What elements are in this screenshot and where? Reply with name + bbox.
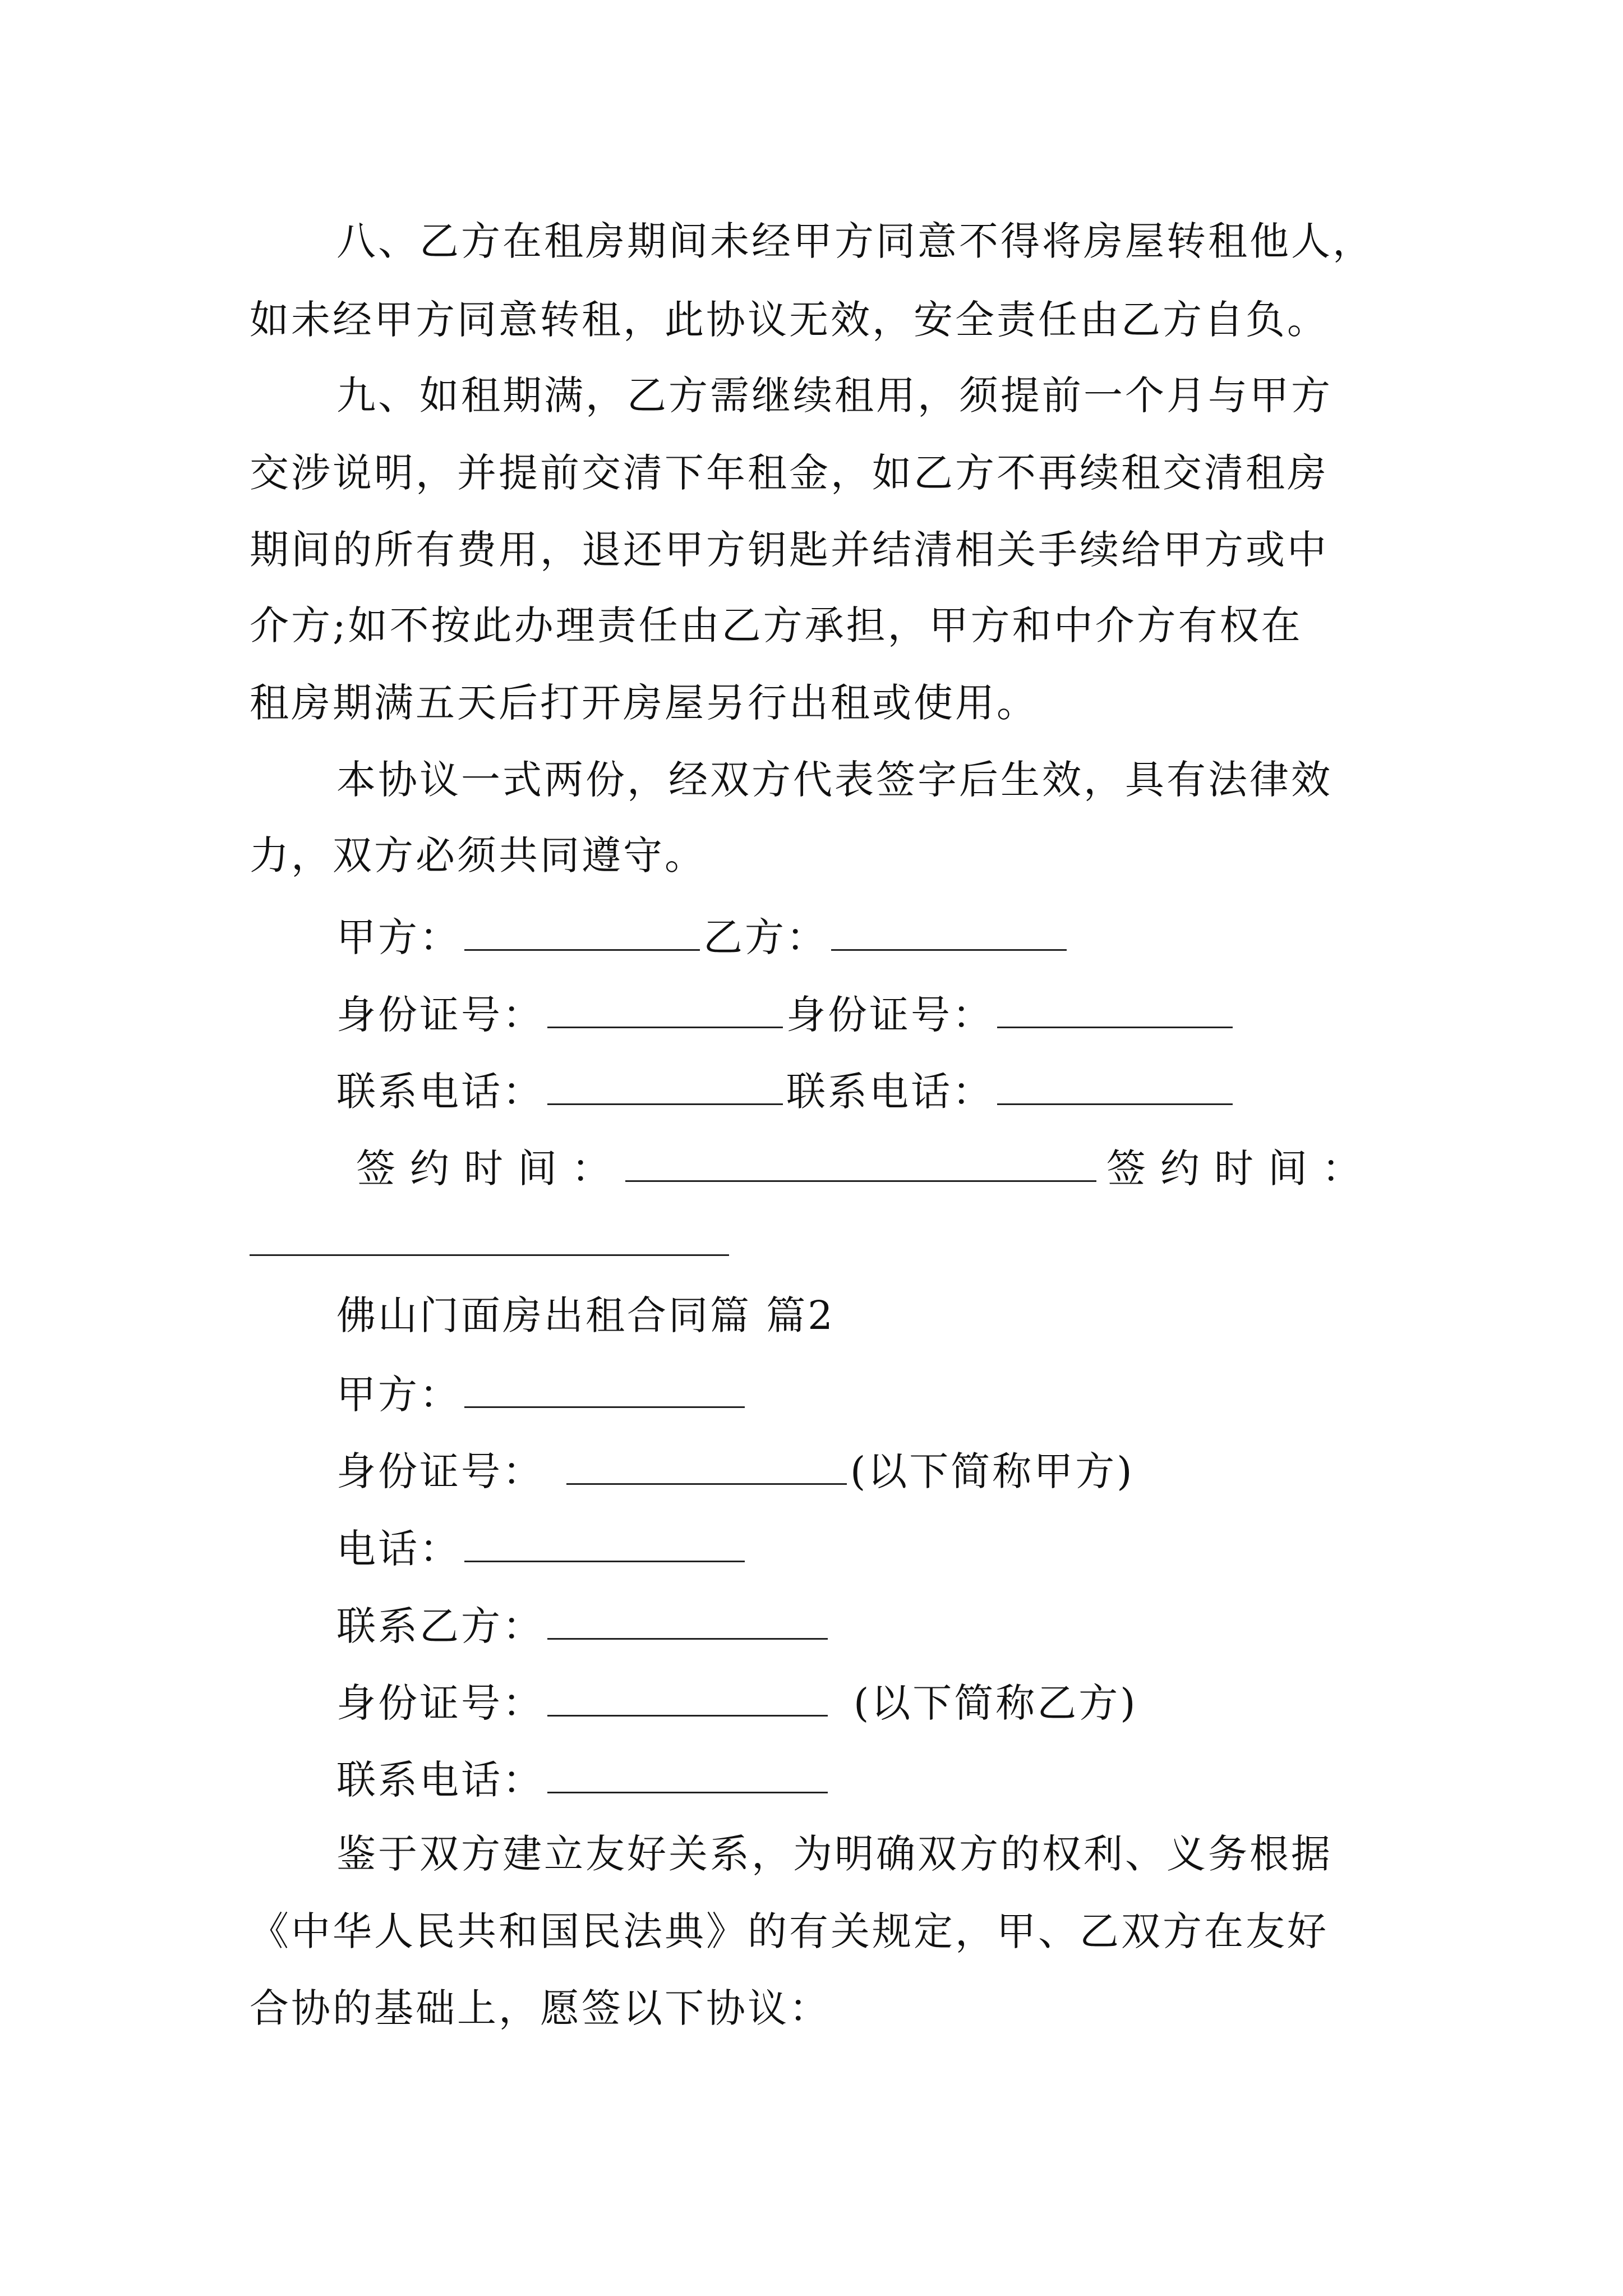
form-id-b-row <box>336 1680 1138 1726</box>
time-a-blank[interactable] <box>625 1145 1096 1182</box>
party-b-label: 乙方： <box>703 914 828 960</box>
signature-party-row <box>336 914 1070 960</box>
clause-9-line-2: 交涉说明，并提前交清下年租金，如乙方不再续租交清租房 <box>250 450 1329 496</box>
phone-a-label: 联系电话： <box>336 1069 544 1115</box>
id-a-blank[interactable] <box>547 992 783 1028</box>
form-party-b-row <box>336 1603 831 1649</box>
form-id-a-label: 身份证号： <box>336 1448 544 1494</box>
clause-9-line-5: 租房期满五天后打开房屋另行出租或使用。 <box>250 680 1038 726</box>
closing-line-1: 本协议一式两份，经双方代表签字后生效，具有法律效 <box>336 757 1332 803</box>
form-party-b-label: 联系乙方： <box>336 1603 544 1649</box>
form-id-a-blank[interactable] <box>566 1448 847 1485</box>
signature-time-row <box>356 1145 1376 1191</box>
clause-9-line-1: 九、如租期满，乙方需继续租用，须提前一个月与甲方 <box>336 372 1332 418</box>
form-phone-b-label: 联系电话： <box>336 1757 544 1803</box>
phone-b-label: 联系电话： <box>786 1069 994 1115</box>
form-id-b-note: (以下简称乙方) <box>854 1680 1138 1726</box>
form-phone-a-row <box>336 1526 748 1572</box>
time-a-label: 签约时间： <box>356 1145 625 1191</box>
form-phone-b-blank[interactable] <box>547 1757 828 1793</box>
form-id-a-row <box>336 1448 1135 1494</box>
form-id-b-label: 身份证号： <box>336 1680 544 1726</box>
clause-9-line-4: 介方;如不按此办理责任由乙方承担，甲方和中介方有权在 <box>250 602 1303 648</box>
intro-line-3: 合协的基础上，愿签以下协议： <box>250 1985 831 2031</box>
signature-phone-row <box>336 1069 1236 1115</box>
party-b-blank[interactable] <box>831 914 1067 951</box>
id-b-blank[interactable] <box>997 992 1233 1028</box>
signature-id-row <box>336 992 1236 1038</box>
clause-8-line-1: 八、乙方在租房期间未经甲方同意不得将房屋转租他人， <box>336 218 1374 264</box>
time-b-blank[interactable] <box>250 1254 729 1256</box>
phone-b-blank[interactable] <box>997 1069 1233 1105</box>
id-b-label: 身份证号： <box>786 992 994 1038</box>
form-party-a-row <box>336 1372 748 1418</box>
closing-line-2: 力，双方必须共同遵守。 <box>250 832 706 878</box>
form-party-a-blank[interactable] <box>464 1372 745 1408</box>
form-id-a-note: (以下简称甲方) <box>850 1448 1135 1494</box>
form-party-b-blank[interactable] <box>547 1603 828 1640</box>
form-party-a-label: 甲方： <box>336 1372 461 1418</box>
clause-9-line-3: 期间的所有费用，退还甲方钥匙并结清相关手续给甲方或中 <box>250 527 1329 573</box>
section-heading: 佛山门面房出租合同篇 篇2 <box>336 1292 835 1338</box>
phone-a-blank[interactable] <box>547 1069 783 1105</box>
form-id-b-blank[interactable] <box>547 1680 828 1717</box>
intro-line-1: 鉴于双方建立友好关系，为明确双方的权利、义务根据 <box>336 1831 1332 1877</box>
clause-8-line-2: 如未经甲方同意转租，此协议无效，安全责任由乙方自负。 <box>250 297 1329 343</box>
id-a-label: 身份证号： <box>336 992 544 1038</box>
form-phone-a-blank[interactable] <box>464 1526 745 1562</box>
party-a-blank[interactable] <box>464 914 700 951</box>
form-phone-b-row <box>336 1757 831 1803</box>
intro-line-2: 《中华人民共和国民法典》的有关规定，甲、乙双方在友好 <box>250 1908 1329 1954</box>
time-b-label: 签约时间： <box>1106 1145 1376 1191</box>
form-phone-a-label: 电话： <box>336 1526 461 1572</box>
party-a-label: 甲方： <box>336 914 461 960</box>
